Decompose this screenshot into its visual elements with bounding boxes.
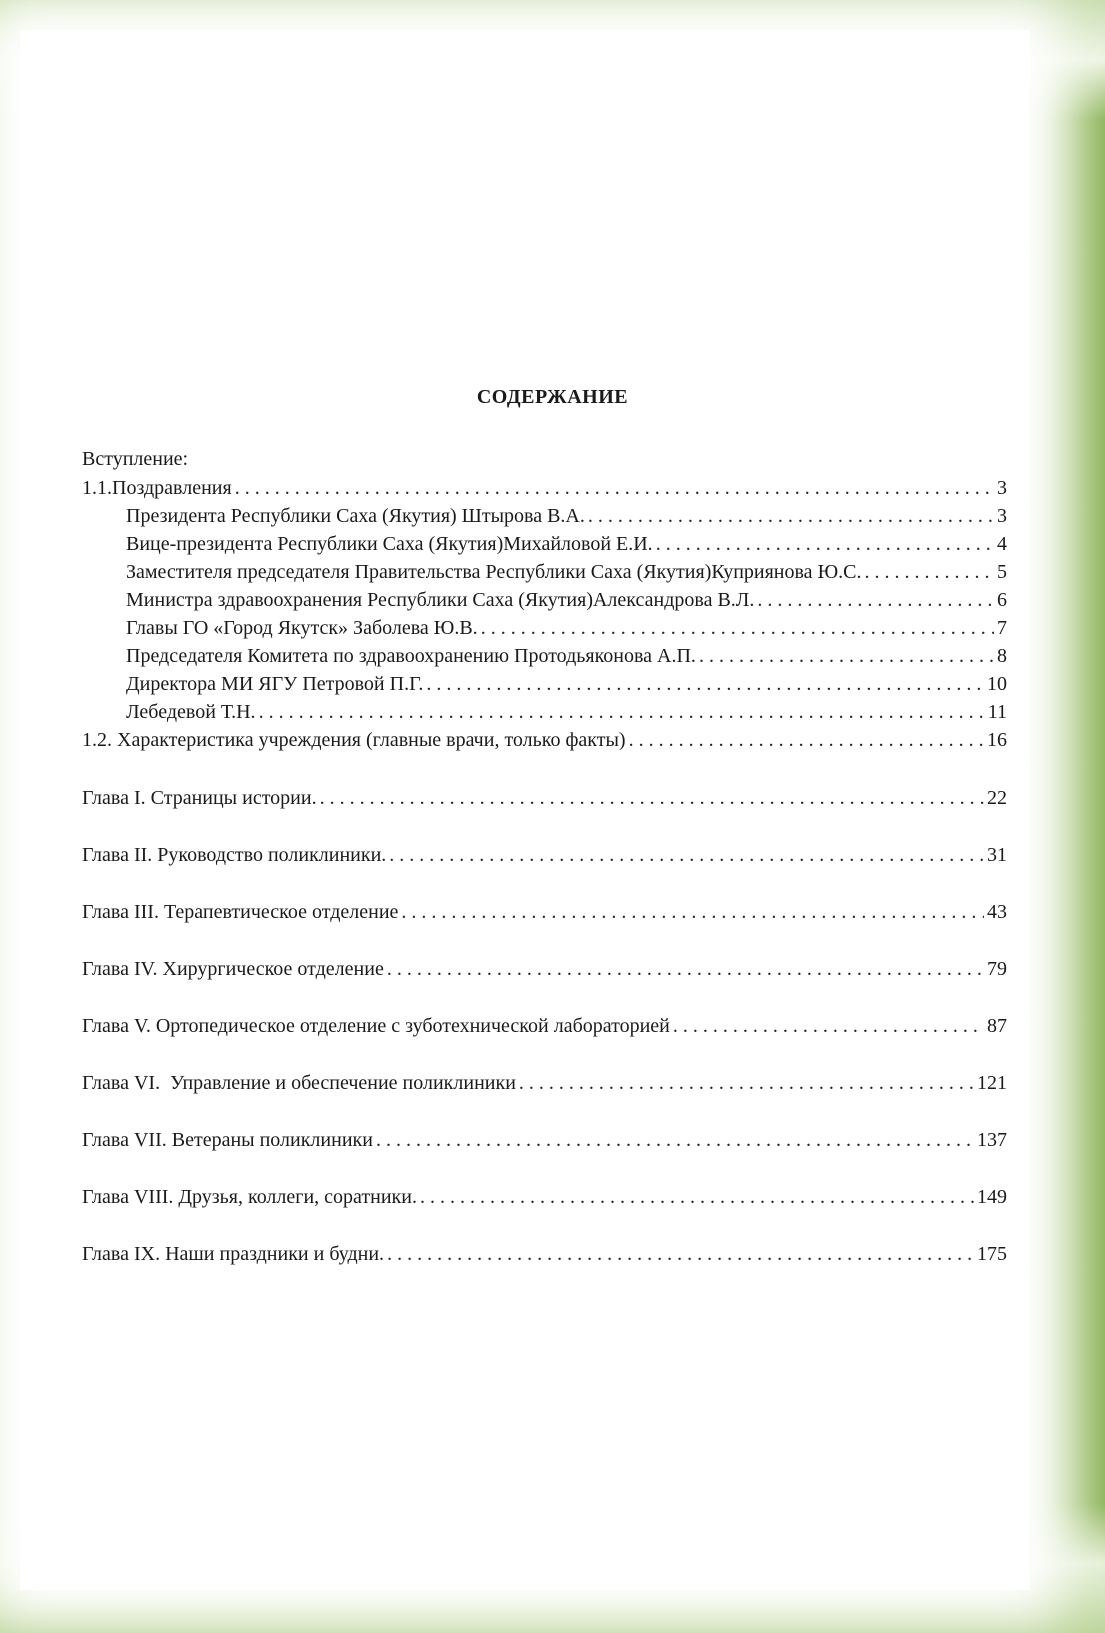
toc-chapter-page: 31	[987, 844, 1007, 866]
leader-dots	[376, 1126, 974, 1154]
toc-entry-label: Президента Республики Саха (Якутия) Штырова В.А.	[126, 505, 585, 527]
toc-chapter-label: Глава IX. Наши праздники и будни.	[82, 1243, 385, 1265]
toc-chapter-page: 121	[977, 1072, 1007, 1094]
toc-entry[interactable]	[82, 642, 1007, 670]
leader-dots	[235, 474, 994, 502]
toc-entry-label: Председателя Комитета по здравоохранению Протодьяконова А.П.	[126, 645, 696, 667]
toc-entry-label: 1.1.Поздравления	[82, 477, 232, 499]
toc-entry[interactable]	[82, 474, 1007, 502]
leader-dots	[864, 558, 994, 586]
toc-chapter[interactable]	[82, 841, 1007, 898]
toc-chapter[interactable]	[82, 1183, 1007, 1240]
leader-dots	[426, 670, 984, 698]
toc-chapter-label: Глава VIII. Друзья, коллеги, соратники.	[82, 1186, 417, 1208]
toc-chapter[interactable]	[82, 1240, 1007, 1297]
intro-heading-label: Вступление:	[82, 448, 189, 470]
leader-dots	[481, 614, 994, 642]
leader-dots	[757, 586, 994, 614]
toc-entry[interactable]	[82, 586, 1007, 614]
toc-entry-label: Заместителя председателя Правительства Республики Саха (Якутия)Куприянова Ю.С.	[126, 561, 862, 583]
toc-chapter-label: Глава VII. Ветераны поликлиники	[82, 1129, 373, 1151]
leader-dots	[389, 841, 984, 869]
leader-dots	[387, 955, 984, 983]
intro-heading	[82, 444, 1007, 474]
toc-entry[interactable]	[82, 698, 1007, 726]
toc-chapter-page: 175	[977, 1243, 1007, 1265]
leader-dots	[629, 726, 984, 754]
toc-entry[interactable]	[82, 530, 1007, 558]
toc-chapter-label: Глава I. Страницы истории.	[82, 787, 317, 809]
toc-entry-label: Министра здравоохранения Республики Саха (Якутия)Александрова В.Л.	[126, 589, 755, 611]
toc-chapter-page: 137	[977, 1129, 1007, 1151]
toc-chapter-page: 87	[987, 1015, 1007, 1037]
toc-chapter[interactable]	[82, 955, 1007, 1012]
leader-dots	[656, 530, 994, 558]
toc-entry-label: Директора МИ ЯГУ Петровой П.Г.	[126, 673, 424, 695]
toc-entry[interactable]	[82, 502, 1007, 530]
toc-chapter[interactable]	[82, 1012, 1007, 1069]
toc-entry-page: 5	[997, 561, 1007, 583]
leader-dots	[401, 898, 984, 926]
toc-chapter[interactable]	[82, 784, 1007, 841]
toc-entry-page: 7	[997, 617, 1007, 639]
toc-chapter-page: 79	[987, 958, 1007, 980]
leader-dots	[673, 1012, 984, 1040]
toc-entry[interactable]	[82, 614, 1007, 642]
toc-entry-page: 8	[997, 645, 1007, 667]
toc-entry[interactable]	[82, 670, 1007, 698]
toc-entry-label: Главы ГО «Город Якутск» Заболева Ю.В.	[126, 617, 478, 639]
toc-chapter[interactable]	[82, 1069, 1007, 1126]
leader-dots	[259, 698, 985, 726]
table-of-contents	[82, 444, 1007, 1297]
toc-chapter[interactable]	[82, 1126, 1007, 1183]
toc-chapter-page: 149	[977, 1186, 1007, 1208]
toc-entry-label: Вице-президента Республики Саха (Якутия)Михайловой Е.И.	[126, 533, 653, 555]
toc-chapter-page: 43	[987, 901, 1007, 923]
toc-entry-page: 3	[997, 505, 1007, 527]
toc-entry-page: 10	[987, 673, 1007, 695]
toc-chapter-page: 22	[987, 787, 1007, 809]
leader-dots	[420, 1183, 974, 1211]
toc-chapter-label: Глава II. Руководство поликлиники.	[82, 844, 387, 866]
leader-dots	[519, 1069, 974, 1097]
toc-entry-label: Лебедевой Т.Н.	[126, 701, 256, 723]
leader-dots	[387, 1240, 974, 1268]
toc-entry-page: 11	[987, 701, 1007, 723]
toc-entry-page: 3	[997, 477, 1007, 499]
toc-entry-page: 6	[997, 589, 1007, 611]
leader-dots	[320, 784, 984, 812]
toc-chapter-label: Глава VI. Управление и обеспечение поликлиники	[82, 1072, 516, 1094]
toc-entry-page: 4	[997, 533, 1007, 555]
toc-chapter-label: Глава V. Ортопедическое отделение с зуботехнической лабораторией	[82, 1015, 670, 1037]
leader-dots	[699, 642, 994, 670]
toc-entry[interactable]	[82, 726, 1007, 754]
toc-title: СОДЕРЖАНИЕ	[476, 386, 629, 408]
toc-chapter[interactable]	[82, 898, 1007, 955]
toc-entry-page: 16	[987, 729, 1007, 751]
leader-dots	[588, 502, 994, 530]
toc-entry-label: 1.2. Характеристика учреждения (главные врачи, только факты)	[82, 729, 626, 751]
toc-chapter-label: Глава IV. Хирургическое отделение	[82, 958, 384, 980]
toc-chapter-label: Глава III. Терапевтическое отделение	[82, 901, 399, 923]
toc-entry[interactable]	[82, 558, 1007, 586]
